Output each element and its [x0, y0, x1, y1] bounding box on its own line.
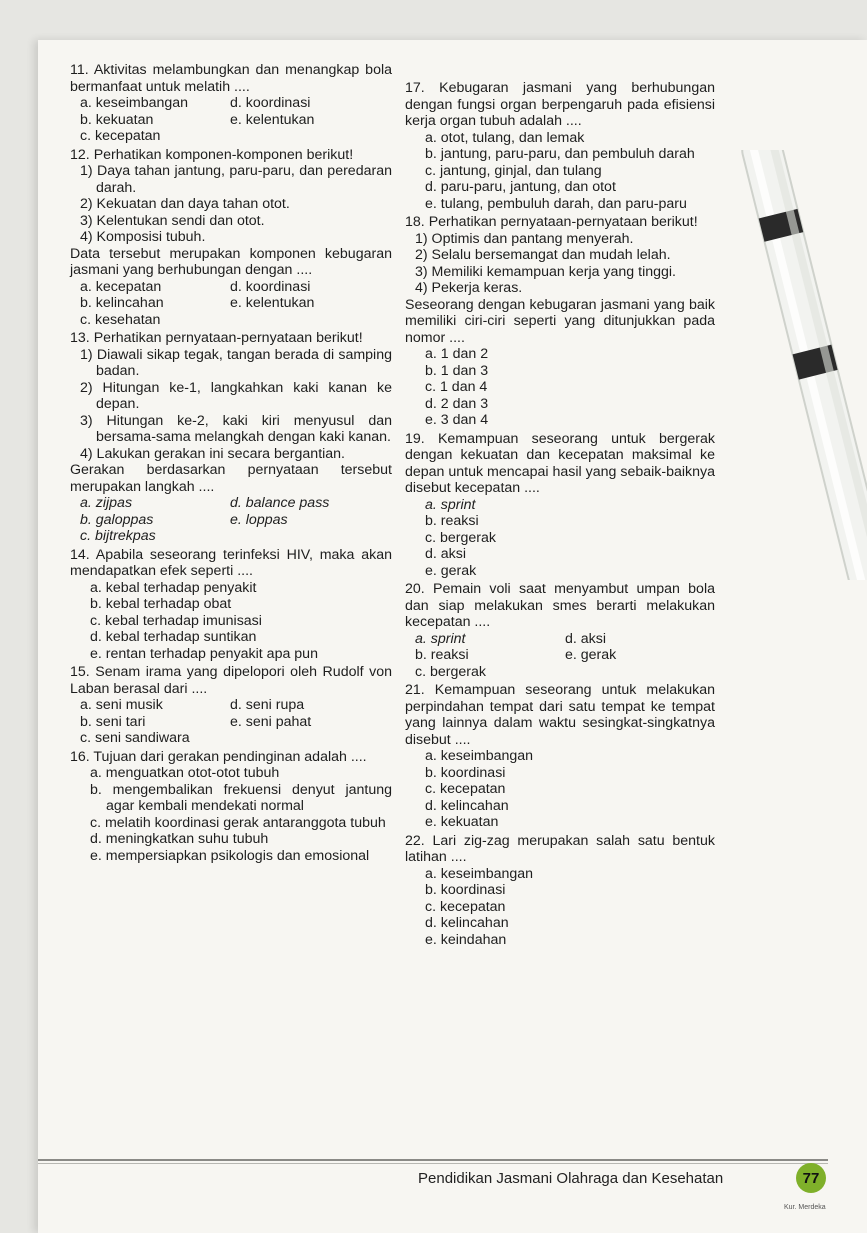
answer-option: e. gerak [425, 562, 477, 579]
answer-option: b. galoppas [80, 511, 154, 528]
answer-option: d. kelincahan [425, 797, 509, 814]
statement-item: 4) Komposisi tubuh. [80, 229, 206, 245]
question-number: 15. [70, 664, 90, 680]
page-number: 77 [802, 1169, 820, 1187]
answer-option: d. seni rupa [230, 697, 305, 713]
answer-option: b. 1 dan 3 [425, 362, 489, 379]
options-grid [80, 95, 392, 145]
answer-option: e. kekuatan [425, 814, 499, 830]
question-stem [70, 330, 392, 347]
question-item [405, 431, 715, 580]
left-column [70, 62, 392, 866]
answer-option: c. jantung, ginjal, dan tulang [425, 162, 602, 179]
question-text: Perhatikan pernyataan-pernyataan berikut! [93, 330, 363, 346]
question-item [70, 62, 392, 145]
answer-option: c. kebal terhadap imunisasi [90, 612, 262, 629]
answer-option: b. jantung, paru-paru, dan pembuluh darah [425, 146, 695, 162]
answer-option: a. keseimbangan [80, 95, 189, 111]
statement-item: 3) Kelentukan sendi dan otot. [80, 212, 265, 229]
footer-credit: Kur. Merdeka [784, 1204, 826, 1211]
question-stem [70, 147, 392, 164]
answer-option: e. rentan terhadap penyakit apa pun [90, 645, 318, 662]
answer-option: e. tulang, pembuluh darah, dan paru-paru [425, 195, 687, 212]
question-followup: Data tersebut merupakan komponen kebugaran jasmani yang berhubungan dengan .... [70, 245, 392, 278]
question-followup: Seseorang dengan kebugaran jasmani yang baik memiliki ciri-ciri seperti yang ditunjukkan pada nomor .... [405, 296, 715, 346]
question-text: Kemampuan seseorang untuk melakukan perpindahan tempat dari satu tempat ke tempat yang lainnya dalam waktu sesingkat-singkatnya disebut .... [405, 682, 715, 748]
answer-option: b. kekuatan [80, 111, 154, 128]
answer-option: d. paru-paru, jantung, dan otot [425, 179, 616, 195]
question-text: Tujuan dari gerakan pendinginan adalah .... [93, 748, 367, 765]
answer-option: d. aksi [425, 546, 467, 562]
answer-option: b. mengembalikan frekuensi denyut jantung agar kembali mendekati normal [90, 781, 392, 814]
answer-option: c. kesehatan [80, 311, 161, 328]
question-item [70, 147, 392, 329]
answer-option: a. menguatkan otot-otot tubuh [90, 765, 280, 781]
options-list [425, 497, 715, 580]
question-item [405, 214, 715, 429]
question-item [405, 833, 715, 949]
answer-option [565, 664, 715, 681]
question-number: 11. [70, 62, 89, 78]
answer-option: d. kebal terhadap suntikan [90, 629, 257, 645]
answer-option: b. reaksi [425, 513, 479, 529]
question-number: 22. [405, 832, 425, 849]
options-grid [80, 697, 392, 747]
answer-option [230, 128, 392, 145]
answer-option: e. keindahan [425, 931, 507, 948]
question-stem [70, 664, 392, 697]
footer-book-title: Pendidikan Jasmani Olahraga dan Kesehatan [418, 1170, 724, 1187]
question-item [70, 664, 392, 747]
question-number: 20. [405, 581, 425, 597]
question-number: 18. [405, 214, 425, 230]
options-list [425, 130, 715, 213]
answer-option: e. kelentukan [230, 111, 315, 128]
answer-option: b. reaksi [415, 647, 469, 663]
answer-option: c. bergerak [415, 663, 486, 680]
answer-option: c. bijtrekpas [80, 528, 156, 544]
statement-item: 4) Lakukan gerakan ini secara bergantian. [80, 445, 346, 462]
question-number: 13. [70, 330, 90, 346]
options-list [425, 866, 715, 949]
question-item [405, 682, 715, 831]
question-stem [405, 80, 715, 130]
question-text: Senam irama yang dipelopori oleh Rudolf von Laban berasal dari .... [70, 664, 392, 697]
answer-option [230, 312, 392, 329]
answer-option: c. melatih koordinasi gerak antaranggota tubuh [90, 814, 386, 831]
statement-item: 1) Optimis dan pantang menyerah. [415, 230, 634, 247]
answer-option: d. aksi [565, 630, 607, 647]
answer-option: d. koordinasi [230, 278, 311, 295]
answer-option: d. koordinasi [230, 95, 311, 111]
question-text: Perhatikan pernyataan-pernyataan berikut! [428, 214, 698, 230]
answer-option: a. sprint [415, 630, 466, 647]
question-number: 21. [405, 682, 425, 698]
answer-option [230, 528, 392, 545]
answer-option: e. 3 dan 4 [425, 412, 489, 428]
options-grid [415, 631, 715, 681]
options-list [90, 580, 392, 663]
question-stem [70, 547, 392, 580]
answer-option: c. kecepatan [80, 128, 161, 144]
answer-option: d. 2 dan 3 [425, 395, 489, 412]
answer-option: c. kecepatan [425, 898, 506, 915]
answer-option: a. zijpas [80, 495, 133, 511]
question-stem [405, 682, 715, 748]
answer-option: e. kelentukan [230, 295, 315, 311]
answer-option: e. mempersiapkan psikologis dan emosional [90, 847, 370, 864]
question-text: Kemampuan seseorang untuk bergerak dengan kekuatan dan kecepatan maksimal ke depan untuk mencapai hasil yang sebaik-baiknya disebut kecepatan .... [405, 430, 715, 496]
right-column [405, 80, 715, 950]
statement-item: 3) Memiliki kemampuan kerja yang tinggi. [415, 263, 677, 280]
answer-option: a. 1 dan 2 [425, 346, 489, 362]
question-stem [70, 62, 392, 95]
answer-option: a. kebal terhadap penyakit [90, 579, 257, 596]
footer-divider [38, 1159, 828, 1161]
options-list [425, 748, 715, 831]
answer-option: a. seni musik [80, 697, 163, 713]
statement-item: 4) Pekerja keras. [415, 280, 523, 296]
answer-option: c. seni sandiwara [80, 730, 190, 746]
statement-item: 2) Hitungan ke-1, langkahkan kaki kanan ke depan. [80, 379, 392, 412]
question-number: 14. [70, 546, 90, 563]
question-item [70, 749, 392, 865]
answer-option: c. 1 dan 4 [425, 379, 488, 395]
answer-option: d. balance pass [230, 495, 330, 511]
statement-item: 2) Selalu bersemangat dan mudah lelah. [415, 247, 671, 263]
question-number: 17. [405, 80, 425, 96]
question-stem [70, 749, 392, 766]
statement-item: 1) Daya tahan jantung, paru-paru, dan peredaran darah. [80, 163, 392, 196]
answer-option: e. seni pahat [230, 713, 312, 730]
question-text: Aktivitas melambungkan dan menangkap bola bermanfaat untuk melatih .... [70, 62, 392, 95]
answer-option: d. meningkatkan suhu tubuh [90, 831, 269, 847]
question-number: 16. [70, 748, 90, 765]
question-stem [405, 581, 715, 631]
statement-item: 2) Kekuatan dan daya tahan otot. [80, 196, 290, 212]
question-item [405, 80, 715, 212]
answer-option: c. kecepatan [425, 781, 506, 797]
answer-option: a. sprint [425, 496, 476, 513]
question-stem [405, 833, 715, 866]
question-item [70, 330, 392, 545]
answer-option: b. seni tari [80, 713, 146, 730]
answer-option: a. kecepatan [80, 278, 162, 295]
answer-option: b. kebal terhadap obat [90, 596, 232, 612]
question-stem [405, 214, 715, 231]
options-grid [80, 495, 392, 545]
statement-item: 1) Diawali sikap tegak, tangan berada di samping badan. [80, 346, 392, 379]
question-text: Perhatikan komponen-komponen berikut! [93, 146, 354, 163]
answer-option: a. otot, tulang, dan lemak [425, 129, 585, 146]
footer-divider-thin [38, 1163, 828, 1164]
question-stem [405, 431, 715, 497]
question-number: 19. [405, 430, 425, 447]
answer-option: c. bergerak [425, 529, 496, 546]
options-list [90, 765, 392, 864]
answer-option: b. koordinasi [425, 882, 506, 898]
question-item [405, 581, 715, 680]
answer-option [230, 730, 392, 747]
question-followup: Gerakan berdasarkan pernyataan tersebut merupakan langkah .... [70, 462, 392, 495]
question-item [70, 547, 392, 663]
question-text: Pemain voli saat menyambut umpan bola dan siap melakukan smes berarti melakukan kecepatan .... [405, 581, 715, 630]
question-number: 12. [70, 146, 90, 163]
answer-option: d. kelincahan [425, 915, 509, 931]
question-text: Kebugaran jasmani yang berhubungan dengan fungsi organ berpengaruh pada efisiensi kerja organ tubuh adalah .... [405, 80, 715, 129]
answer-option: b. kelincahan [80, 295, 164, 311]
statement-item: 3) Hitungan ke-2, kaki kiri menyusul dan bersama-sama melangkah dengan kaki kanan. [80, 412, 392, 445]
answer-option: a. keseimbangan [425, 865, 534, 882]
options-grid [80, 279, 392, 329]
question-text: Lari zig-zag merupakan salah satu bentuk latihan .... [405, 832, 715, 865]
page-number-badge [796, 1163, 826, 1193]
question-text: Apabila seseorang terinfeksi HIV, maka akan mendapatkan efek seperti .... [70, 546, 392, 579]
answer-option: e. loppas [230, 511, 288, 528]
options-list [425, 346, 715, 429]
answer-option: b. koordinasi [425, 764, 506, 781]
answer-option: e. gerak [565, 647, 617, 663]
answer-option: a. keseimbangan [425, 748, 534, 764]
